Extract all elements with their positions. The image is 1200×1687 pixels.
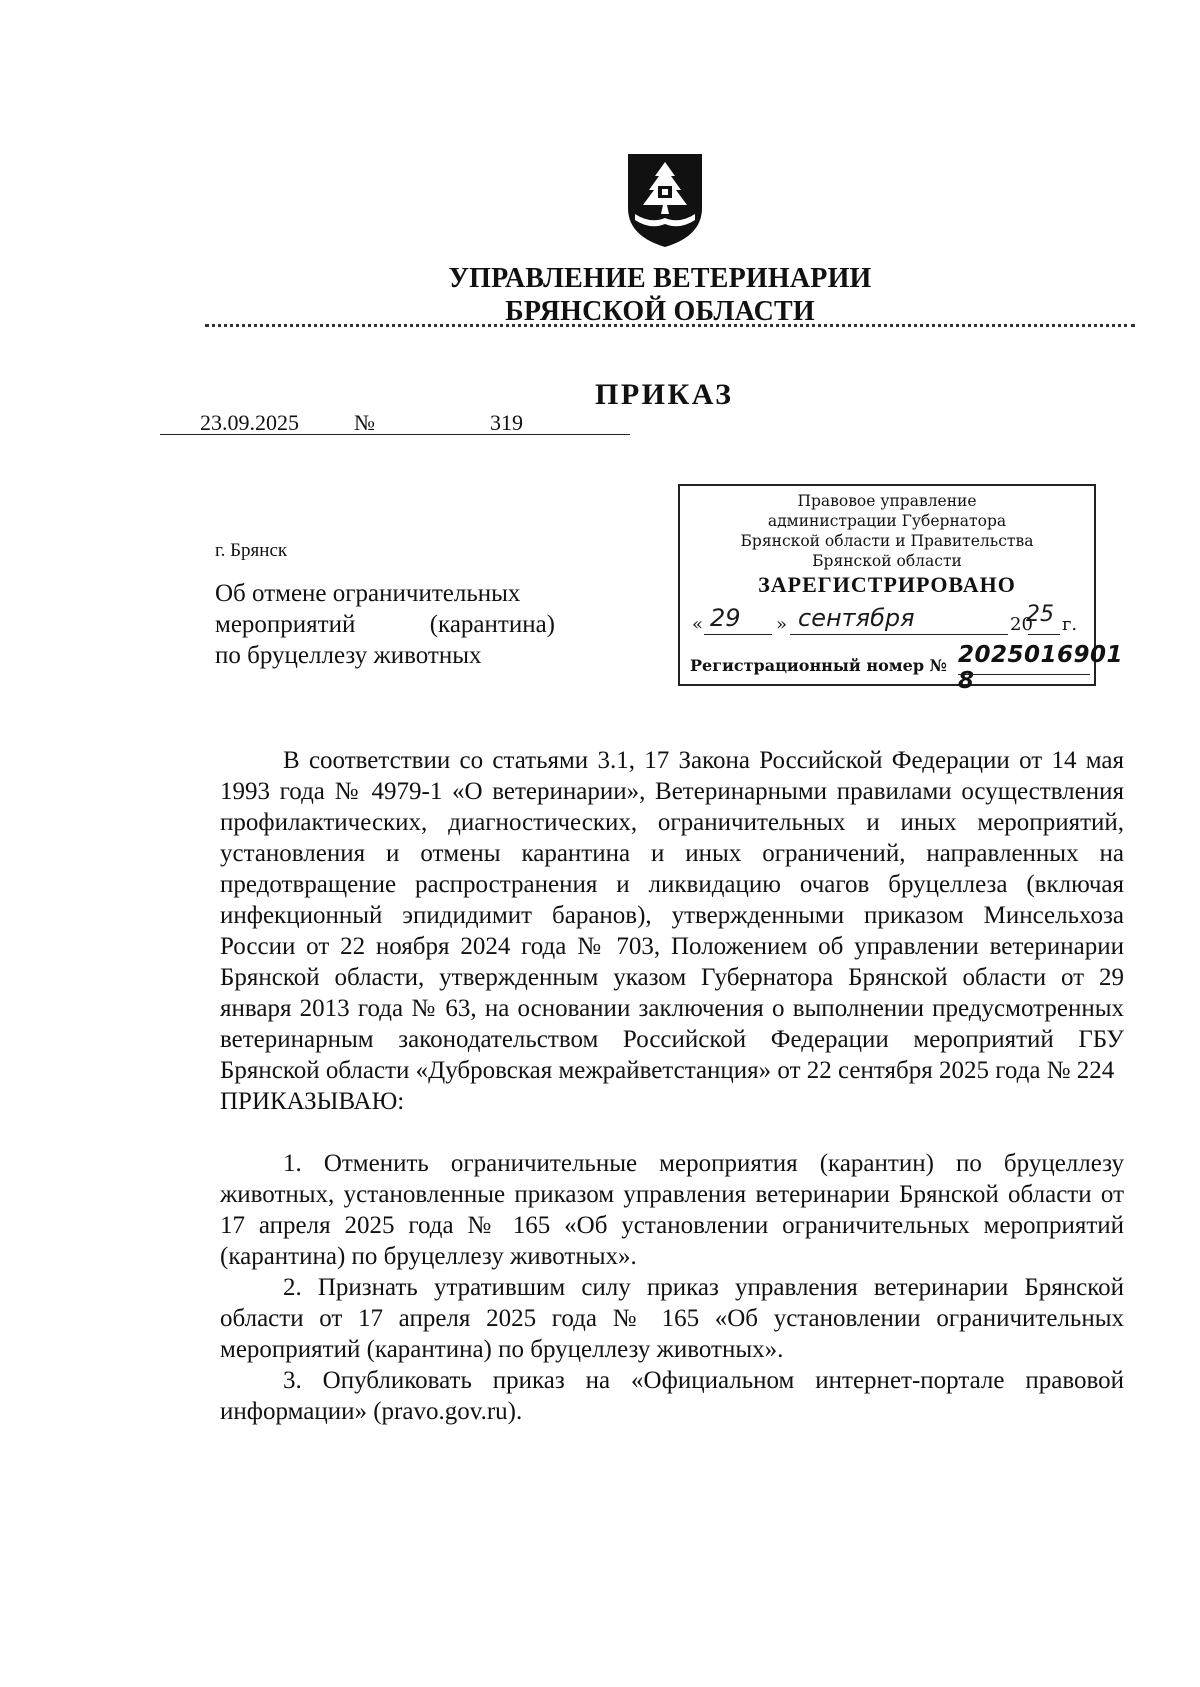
year-underline bbox=[1028, 634, 1060, 635]
order-body bbox=[220, 745, 1124, 1427]
year-prefix: 20 bbox=[1010, 614, 1033, 635]
day-underline bbox=[704, 634, 772, 635]
order-item: 1. Отменить ограничительные мероприятия (карантин) по бруцеллезу животных, установленные приказом управления ветеринарии Брянской области от 17 апреля 2025 года № 165 «Об установлении ограничительных мероприятий (карантина) по бруцеллезу животных». bbox=[220, 1150, 1124, 1270]
handwritten-day: 29 bbox=[710, 604, 741, 632]
order-subject bbox=[215, 578, 555, 671]
close-quote: » bbox=[776, 614, 788, 635]
handwritten-month: сентября bbox=[798, 604, 915, 632]
stamp-line2: администрации Губернатора bbox=[767, 512, 1007, 530]
order-date: 23.09.2025 bbox=[200, 410, 299, 435]
year-suffix: г. bbox=[1062, 614, 1078, 635]
stamp-title: ЗАРЕГИСТРИРОВАНО bbox=[758, 572, 1016, 597]
coat-of-arms-icon bbox=[625, 150, 705, 250]
subject-line: Об отмене ограничительных bbox=[215, 580, 521, 607]
registration-number-underline bbox=[958, 674, 1090, 675]
registration-number-label: Регистрационный номер № bbox=[690, 656, 947, 675]
order-item: 3. Опубликовать приказ на «Официальном интернет-портале правовой информации» (pravo.gov.ru). bbox=[220, 1367, 1124, 1425]
subject-line: мероприятий (карантина) bbox=[215, 611, 555, 638]
header-divider bbox=[205, 324, 1135, 327]
open-quote: « bbox=[692, 614, 704, 635]
document-type: ПРИКАЗ bbox=[595, 378, 734, 411]
handwritten-year: 25 bbox=[1026, 602, 1054, 627]
stamp-line4: Брянской области bbox=[812, 552, 962, 570]
subject-line: по бруцеллезу животных bbox=[215, 642, 482, 669]
place-of-issue: г. Брянск bbox=[215, 540, 288, 561]
organization-name-line2: БРЯНСКОЙ ОБЛАСТИ bbox=[505, 296, 815, 327]
organization-name-line1: УПРАВЛЕНИЕ ВЕТЕРИНАРИИ bbox=[448, 263, 872, 294]
stamp-line3: Брянской области и Правительства bbox=[740, 532, 1034, 550]
month-underline bbox=[790, 634, 1008, 635]
number-sign: № bbox=[354, 410, 375, 435]
order-item: 2. Признать утратившим силу приказ управления ветеринарии Брянской области от 17 апреля 2025 года № 165 «Об установлении ограничительных мероприятий (карантина) по бруцеллезу животных». bbox=[220, 1274, 1124, 1363]
order-number: 319 bbox=[490, 410, 523, 435]
handwritten-registration-number: 2025016901 8 bbox=[958, 642, 1124, 694]
registration-stamp bbox=[678, 484, 1124, 694]
stamp-line1: Правовое управление bbox=[797, 492, 977, 510]
order-keyword: ПРИКАЗЫВАЮ: bbox=[220, 1088, 405, 1115]
preamble-paragraph: В соответствии со статьями 3.1, 17 Закона Российской Федерации от 14 мая 1993 года № 4979-1 «О ветеринарии», Ветеринарными правилами осуществления профилактических, диагностических, ограничительных и иных мероприятий, установления и отмены карантина и иных ограничений, направленных на предотвращение распространения и ликвидацию очагов бруцеллеза (включая инфекционный эпидидимит баранов), утвержденными приказом Минсельхоза России от 22 ноября 2024 года № 703, Положением об управлении ветеринарии Брянской области, утвержденным указом Губернатора Брянской области от 29 января 2013 года № 63, на основании заключения о выполнении предусмотренных ветеринарным законодательством Российской Федерации мероприятий ГБУ Брянской области «Дубровская межрайветстанция» от 22 сентября 2025 года № 224 bbox=[220, 747, 1124, 1084]
